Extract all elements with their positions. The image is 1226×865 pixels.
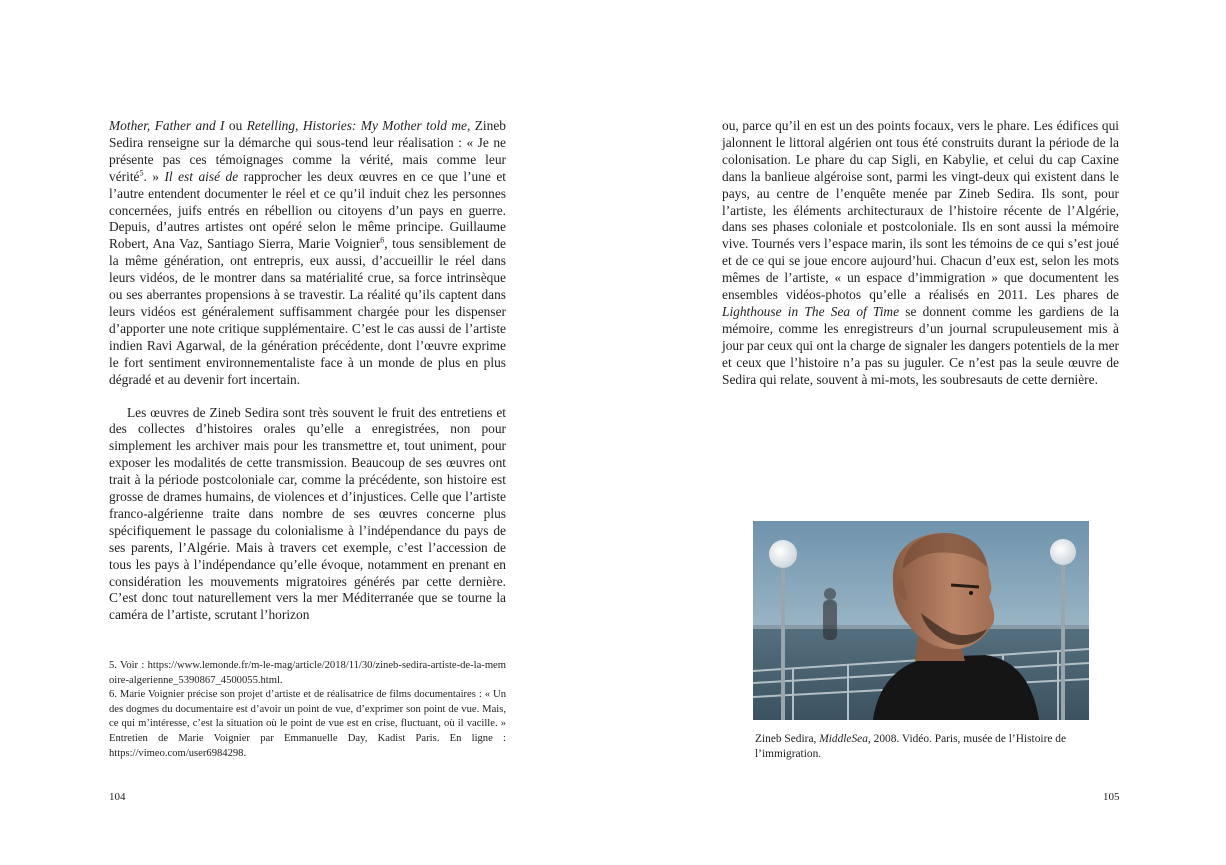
- footnote-5: 5. Voir : https://www.lemonde.fr/m-le-mag/article/2018/11/30/zineb-sedira-artiste-de-la-memoire-algerienne_5390867_4500055.html.: [109, 660, 506, 686]
- italic-text: Lighthouse in The Sea of Time: [722, 303, 900, 319]
- text-run: rapprocher les deux œuvres en ce que l’une et l’autre entendent documenter le réel et ce qu’il induit chez les personnes concernées, juifs entrés en rébellion ou citoyens d’un pays en guerre. Depuis, d’autres artistes ont opéré selon le même principe. Guillaume Robert, Ana Vaz, Santiago Sierra, Marie Voignier: [109, 168, 506, 252]
- text-run: ou: [224, 118, 247, 133]
- photo-illustration: [753, 521, 1089, 720]
- footnote-ref: 5: [139, 168, 144, 178]
- photo-caption: [755, 732, 1095, 762]
- left-page-body: [109, 118, 506, 624]
- footnote-ref: 6: [380, 235, 385, 245]
- text-run: Zineb Sedira,: [755, 733, 820, 745]
- text-run: 2008. Vidéo. Paris, musée de l’Histoire de l’immigration.: [755, 733, 1067, 760]
- paragraph: [109, 118, 506, 389]
- paragraph: Les œuvres de Zineb Sedira sont très souvent le fruit des entretiens et des collectes d’histoires orales qu’elle a enregistrées, non pour simplement les archiver mais pour les transmettre et, tout uniment, pour exposer les modalités de cette transmission. Beaucoup de ses œuvres ont trait à la période postcoloniale car, comme la précédente, son histoire est grosse de drames humains, de violences et d’injustices. Celle que l’artiste franco-algérienne traite dans nombre de ses œuvres concerne plus spécifiquement le passage du colonialisme à l’indépendance du pays de ses parents, l’Algérie. Mais à travers cet exemple, c’est l’accession de tous les pays à l’indépendance qu’elle évoque, notamment en prenant en considération les mouvements migratoires générés par cette dernière. C’est donc tout naturellement vers la mer Méditerranée que se tourne la caméra de l’artiste, scrutant l’horizon: [109, 404, 506, 623]
- right-page-body: [722, 118, 1119, 389]
- page-number-right: 105: [1103, 791, 1120, 803]
- text-run: , Zineb Sedira renseigne sur la démarche qui sous-tend leur réalisation : « Je ne présente pas ces témoignages comme la vérité, mais comme leur vérité: [109, 118, 506, 184]
- italic-text: Il est aisé de: [164, 168, 239, 184]
- italic-text: MiddleSea,: [819, 733, 871, 745]
- text-run: ou, parce qu’il en est un des points focaux, vers le phare. Les édifices qui jalonnent le littoral algérien ont tous été construits durant la période de la colonisation. Le phare du cap Sigli, en Kabylie, et celui du cap Caxine dans la banlieue algéroise sont, parmi les vingt-deux qui existent dans le pays, au centre de l’enquête menée par Zineb Sedira. Ils sont, pour l’artiste, les éléments architecturaux de l’histoire récente de l’Algérie, dans ses phases coloniale et postcoloniale. Ils en sont aussi la mémoire vive. Tournés vers l’espace marin, ils sont les témoins de ce qui s’est joué et de ce qui se joue encore aujourd’hui. Chacun d’eux est, selon les mots mêmes de l’artiste, « un espace d’immigration » que documentent les ensembles vidéos-photos qu’elle a réalisés en 2011. Les phares de: [722, 118, 1119, 303]
- footnotes: [109, 659, 506, 761]
- paragraph: [722, 118, 1119, 389]
- text-run: se donnent comme les gardiens de la mémoire, comme les enregistreurs d’un journal scrupuleusement mis à jour par ceux qui ont la charge de signaler les dangers potentiels de la mer et ceux que l’histoire n’a pas su juguler. Ce n’est pas la seule œuvre de Sedira qui relate, souvent à mi-mots, les soubresauts de cette dernière.: [722, 303, 1119, 387]
- italic-text: Mother, Father and I: [109, 118, 225, 133]
- text-run: . »: [143, 168, 165, 184]
- italic-text: Retelling, Histories: My Mother told me: [246, 118, 467, 133]
- photo-middlesea: [753, 521, 1089, 720]
- text-run: , tous sensiblement de la même génération, ont entrepris, eux aussi, d’accueillir le réel dans leurs vidéos, de le montrer dans sa matérialité crue, sa force intrinsèque ou ses aberrantes propensions à se travestir. La réalité qu’ils captent dans leurs vidéos est généralement suffisamment chargée pour les dispenser d’apporter une note critique supplémentaire. C’est le cas aussi de l’artiste indien Ravi Agarwal, de la génération précédente, dont l’œuvre exprime le fort sentiment environnementaliste face à un monde de plus en plus dégradé et au devenir fort incertain.: [109, 236, 506, 387]
- page-number-left: 104: [109, 791, 126, 803]
- footnote-6: 6. Marie Voignier précise son projet d’artiste et de réalisatrice de films documentaires : « Un des dogmes du documentaire est d’avoir un point de vue, d’exprimer son point de vue. Mais, ce qui m’intéresse, c’est la situation où le point de vue est en crise, fluctuant, où il vacille. » Entretien de Marie Voignier par Emmanuelle Day, Kadist Paris. En ligne : https://vimeo.com/user6984298.: [109, 689, 506, 759]
